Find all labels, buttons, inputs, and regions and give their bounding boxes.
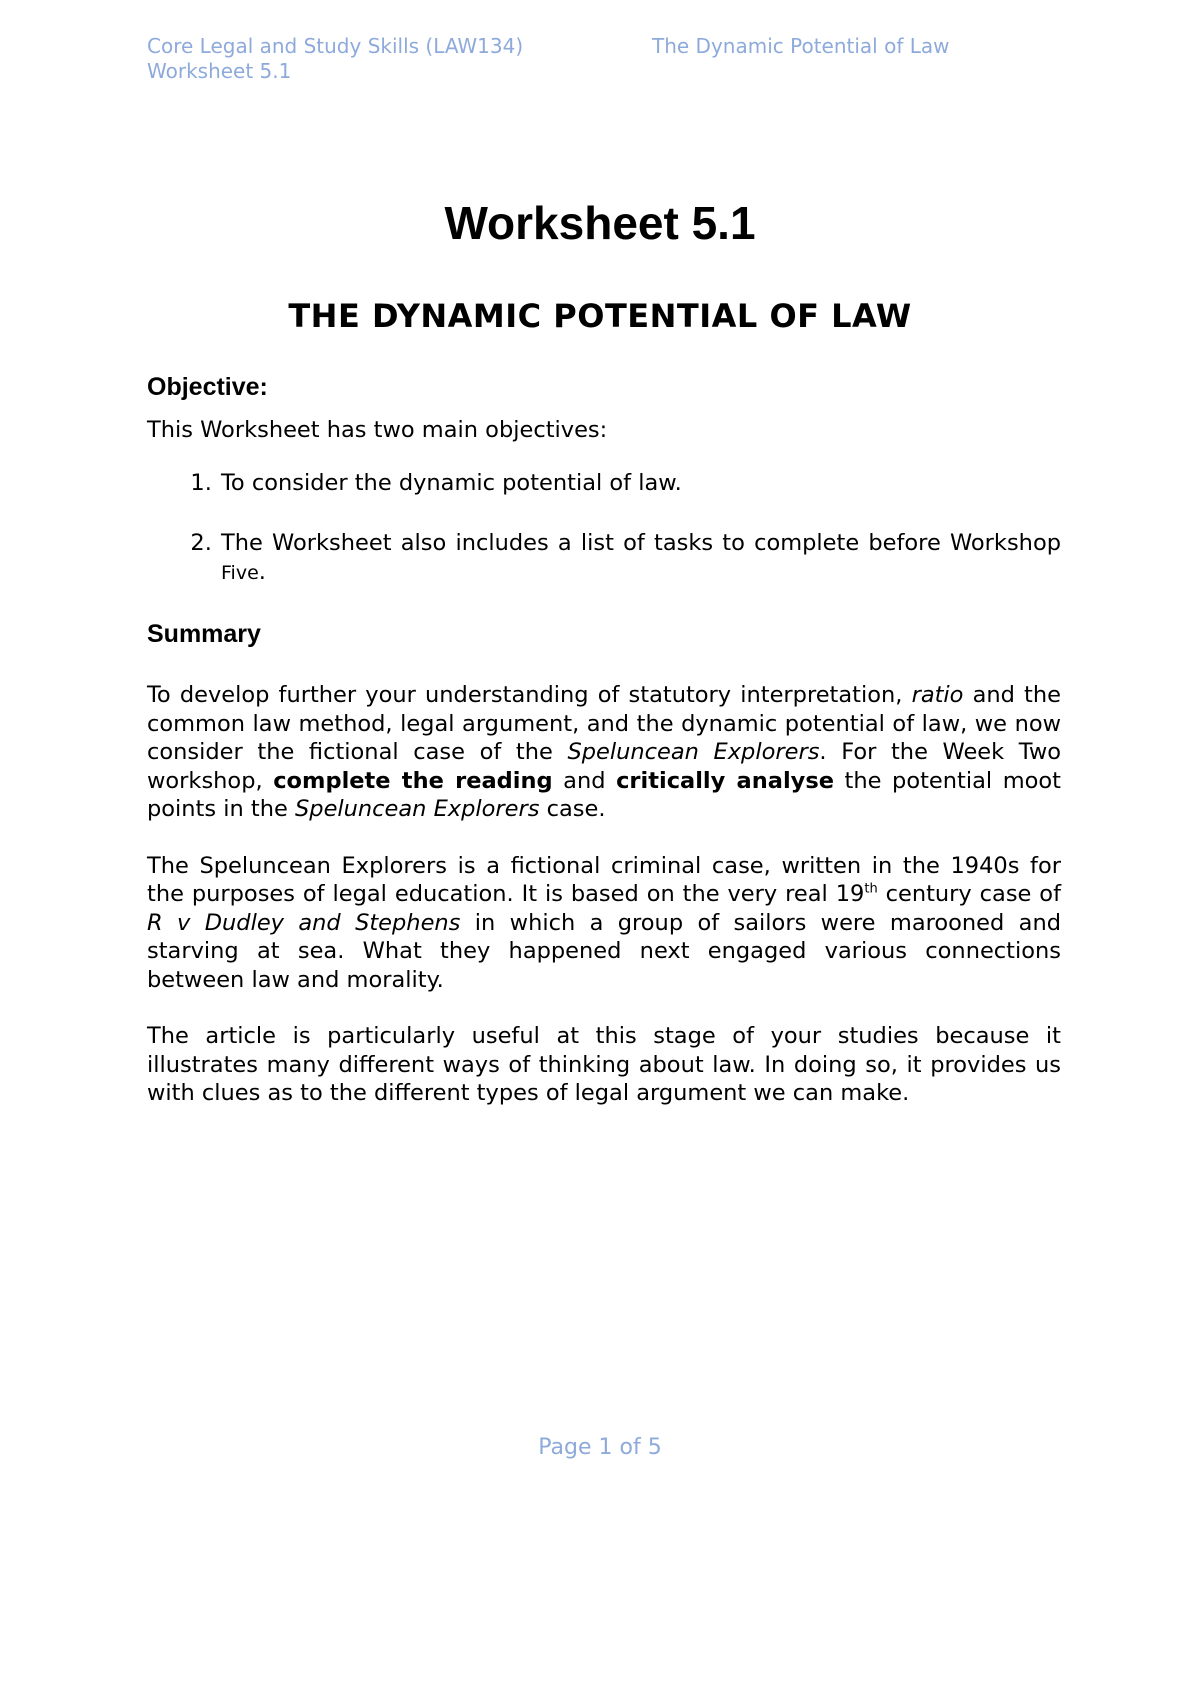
case-name: R v Dudley and Stephens xyxy=(147,909,461,936)
objective-item-text: The Worksheet also includes a list of tasks to complete before Workshop xyxy=(221,530,1061,556)
header-topic: The Dynamic Potential of Law xyxy=(652,34,950,58)
page-number: Page 1 of 5 xyxy=(538,1435,662,1460)
objective-item-text: To consider the dynamic potential of law. xyxy=(221,469,682,496)
text-run: The Speluncean Explorers is a fictional criminal case, written in the 1940s for the purposes of legal education. It is based on the very real 19 xyxy=(147,852,1061,907)
header-worksheet: Worksheet 5.1 xyxy=(147,59,292,83)
objective-heading: Objective: xyxy=(147,373,268,401)
header-course: Core Legal and Study Skills (LAW134) xyxy=(147,34,524,58)
case-name: Speluncean Explorers xyxy=(295,796,540,822)
document-title: Worksheet 5.1 xyxy=(444,197,756,249)
text-run: century case of xyxy=(877,881,1061,907)
text-run: . For the Week Two workshop, xyxy=(147,739,1061,794)
text-run: case. xyxy=(539,796,606,822)
bold-instruction: critically analyse xyxy=(616,767,834,794)
italic-term: ratio xyxy=(911,682,964,708)
ordinal-suffix: th xyxy=(864,881,878,897)
workshop-number: Five xyxy=(221,561,259,584)
text-run: and xyxy=(552,767,617,794)
summary-paragraph-2 xyxy=(147,852,1061,995)
text-run: in which a group of sailors were marooned and starving at sea. What they happened next engaged various connections between law and morality. xyxy=(147,909,1061,993)
objective-list xyxy=(147,469,1061,588)
objective-item-end: . xyxy=(258,558,266,585)
case-name: Speluncean Explorers xyxy=(567,739,820,765)
text-run: the potential moot points in the xyxy=(147,767,1061,822)
bold-instruction: complete the reading xyxy=(273,767,553,794)
document-subtitle: THE DYNAMIC POTENTIAL OF LAW xyxy=(288,297,912,335)
objective-item-2 xyxy=(219,529,1061,587)
document-body xyxy=(147,372,1061,1136)
summary-heading: Summary xyxy=(147,620,261,648)
objective-item-1 xyxy=(219,469,1061,498)
objective-intro: This Worksheet has two main objectives: xyxy=(147,417,608,443)
summary-paragraph-1 xyxy=(147,681,1061,824)
text-run: and the common law method, legal argument, and the dynamic potential of law, we now consider the fictional case of the xyxy=(147,682,1061,765)
summary-paragraph-3: The article is particularly useful at this stage of your studies because it illustrates many different ways of thinking about law. In doing so, it provides us with clues as to the different types of legal argument we can make. xyxy=(147,1023,1061,1106)
text-run: To develop further your understanding of statutory interpretation, xyxy=(147,682,912,708)
